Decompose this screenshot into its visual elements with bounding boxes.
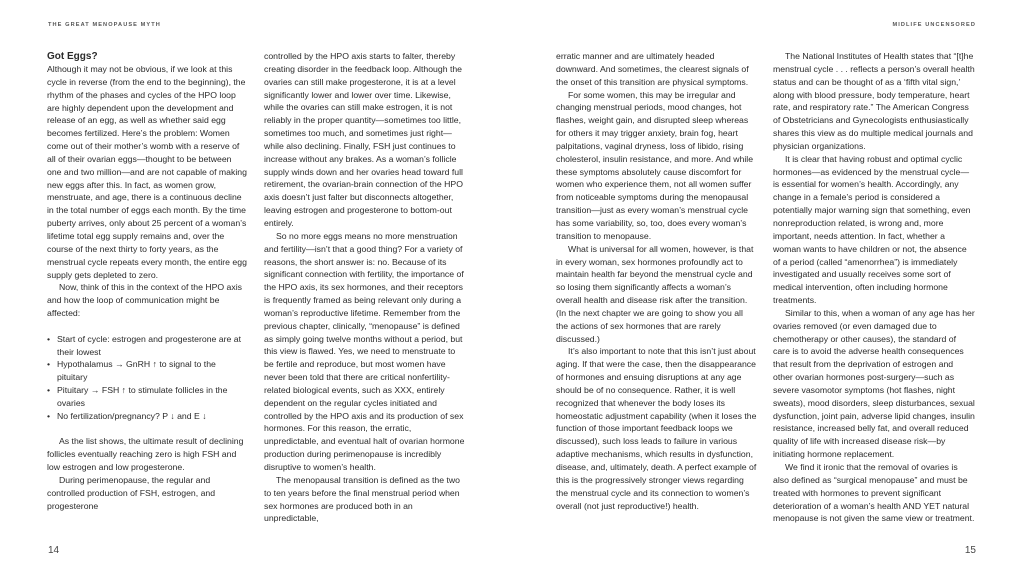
right-running-head: MIDLIFE UNCENSORED: [892, 22, 976, 28]
list-item: • Start of cycle: estrogen and progesterone are at their lowest: [57, 333, 248, 359]
section-heading: Got Eggs?: [47, 51, 98, 62]
list-item: • No fertilization/pregnancy? P ↓ and E ↓: [57, 410, 248, 423]
left-running-head: THE GREAT MENOPAUSE MYTH: [48, 22, 161, 28]
left-page-number: 14: [48, 545, 60, 556]
left-page-column-2: [264, 50, 467, 525]
paragraph: The National Institutes of Health states that “[t]he menstrual cycle . . . reflects a person’s overall health status and can be thought of as a ‘fifth vital sign,’ along with blood pressure, body temperature, heart rate, and respiratory rate.” The American Congress of Obstetricians and Gynecologists enthusiastically shares this view as do multiple medical journals and physician organizations.: [773, 51, 975, 151]
list-item: • Hypothalamus → GnRH ↑ to signal to the pituitary: [57, 358, 248, 384]
paragraph: During perimenopause, the regular and controlled production of FSH, estrogen, and progesterone: [47, 475, 216, 511]
right-page-column-2: [773, 50, 975, 525]
paragraph: So no more eggs means no more menstruation and fertility—isn’t that a good thing? For a variety of reasons, the short answer is: no. Because of its significant connection with fertility, the importance of the HPO axis, its sex hormones, and their receptors is frequently framed as being relevant only during a woman’s reproductive lifetime. Remember from the previous chapter, clinically, “menopause” is defined as simply going twelve months without a period, but this view is flawed. Yes, we need to menstruate to be fertile and reproduce, but most women have never been told that there are critical nonfertility-related biological events, such as XXX, entirely dependent on the regular cycles initiated and controlled by the HPO axis and its production of sex hormones. For this reason, the erratic, unpredictable, and eventual halt of ovarian hormone production during perimenopause is incredibly disruptive to women’s health.: [264, 230, 465, 472]
paragraph: What is universal for all women, however, is that in every woman, sex hormones profoundly act to maintain health far beyond the menstrual cycle and so losing them significantly affects a woman’s overall health and disease risk after the transition. (In the next chapter we are going to show you all the actions of sex hormones that are rarely discussed.): [556, 243, 754, 344]
paragraph: Now, think of this in the context of the HPO axis and how the loop of communication might be affected:: [47, 282, 243, 319]
paragraph: The menopausal transition is defined as the two to ten years before the final menstrual period when sex hormones are produced both in an unpredictable,: [264, 474, 460, 524]
paragraph: It is clear that having robust and optimal cyclic hormones—as evidenced by the menstrual cycle—is essential for women’s health. Accordingly, any change in a female’s period is considered a potentially major warning sign that something, even nonreproduction related, is wrong and, more important, needs attention. In fact, whether a woman wants to have children or not, the absence of a period (called “amenorrhea”) is immediately investigated and usually receives some sort of medical intervention, often including hormone treatments.: [773, 153, 971, 306]
paragraph: controlled by the HPO axis starts to falter, thereby creating disorder in the feedback loop. Although the ovaries can still make progesterone, it is at a level significantly lower and lower over time. Likewise, while the ovaries can still make estrogen, it is not reliably in the proper quantity—sometimes too little, sometimes too much, and sometimes just right—while also declining. Finally, FSH just continues to increase without any brakes. As a woman’s follicle supply winds down and her ovaries head toward full retirement, the ovarian-brain connection of the HPO axis doesn’t just falter but disconnects altogether, leaving estrogen and progesterone to bottom-out entirely.: [264, 51, 463, 228]
right-page-column-1: [556, 50, 757, 512]
paragraph: For some women, this may be irregular and changing menstrual periods, mood changes, hot flashes, weight gain, and disrupted sleep whereas for others it may trigger anxiety, brain fog, heart palpitations, vaginal dryness, loss of libido, rising cholesterol, insulin resistance, and more. And while these symptoms absolutely cause discomfort for women who experience them, not all women suffer from noticeable symptoms during the menopausal transition—just as every woman’s menstrual cycle has some variability, so, too, does every woman’s transition to menopause.: [556, 89, 754, 241]
paragraph: erratic manner and are ultimately headed downward. And sometimes, the clearest signals of the onset of this transition are physical symptoms.: [556, 51, 749, 87]
left-page-column-1: [47, 50, 248, 513]
right-page-number: 15: [964, 545, 976, 556]
bullet-list: [47, 333, 248, 423]
paragraph: Similar to this, when a woman of any age has her ovaries removed (or even damaged due to chemotherapy or other causes), the standard of care is to avoid the adverse health consequences that result from the deprivation of estrogen and other ovarian hormones post-surgery—such as severe vasomotor symptoms (hot flashes, night sweats), mood disorders, sleep disturbances, sexual dysfunction, joint pain, adverse lipid changes, insulin resistance, increased belly fat, and overall reduced quality of life with increased disease risk—by initiating hormone replacement.: [773, 307, 975, 460]
paragraph: We find it ironic that the removal of ovaries is also defined as “surgical menopause” and must be treated with hormones to prevent significant deterioration of a woman’s health AND YET natural menopause is not given the same view or treatment.: [773, 462, 975, 524]
paragraph: It’s also important to note that this isn’t just about aging. If that were the case, then the disappearance of hormones and ensuing disruptions at any age should be of no consequence. Rather, it is well recognized that whenever the body loses its homeostatic adjustment capability (when it loses the function of those important feedback loops we discussed), such loss leads to failure in various adaptive mechanisms, which results in dysfunction, disease, and, ultimately, death. A perfect example of this is the progressively stronger views regarding the menstrual cycle and its connection to women’s overall (not just reproductive!) health.: [556, 346, 757, 511]
paragraph: Although it may not be obvious, if we look at this cycle in reverse (from the end to the beginning), the rhythm of the phases and cycles of the HPO loop are highly dependent upon the development and release of an egg, as well as whether said egg becomes fertilized. Here’s the problem: Women come out of their mother’s womb with a reserve of all of their ovarian eggs—thought to be between one and two million—and are not capable of making new eggs after this. In fact, as women grow, menstruate, and age, there is a continuous decline in the total number of eggs each month. By the time puberty arrives, only about 25 percent of a woman’s lifetime total egg supply remains and, over the course of the next thirty to forty years, as the menstrual cycle repeats every month, the entire egg supply gets depleted to zero.: [47, 64, 247, 280]
paragraph: As the list shows, the ultimate result of declining follicles eventually reaching zero is high FSH and low estrogen and low progesterone.: [47, 436, 244, 473]
list-item: • Pituitary → FSH ↑ to stimulate follicles in the ovaries: [57, 384, 248, 410]
